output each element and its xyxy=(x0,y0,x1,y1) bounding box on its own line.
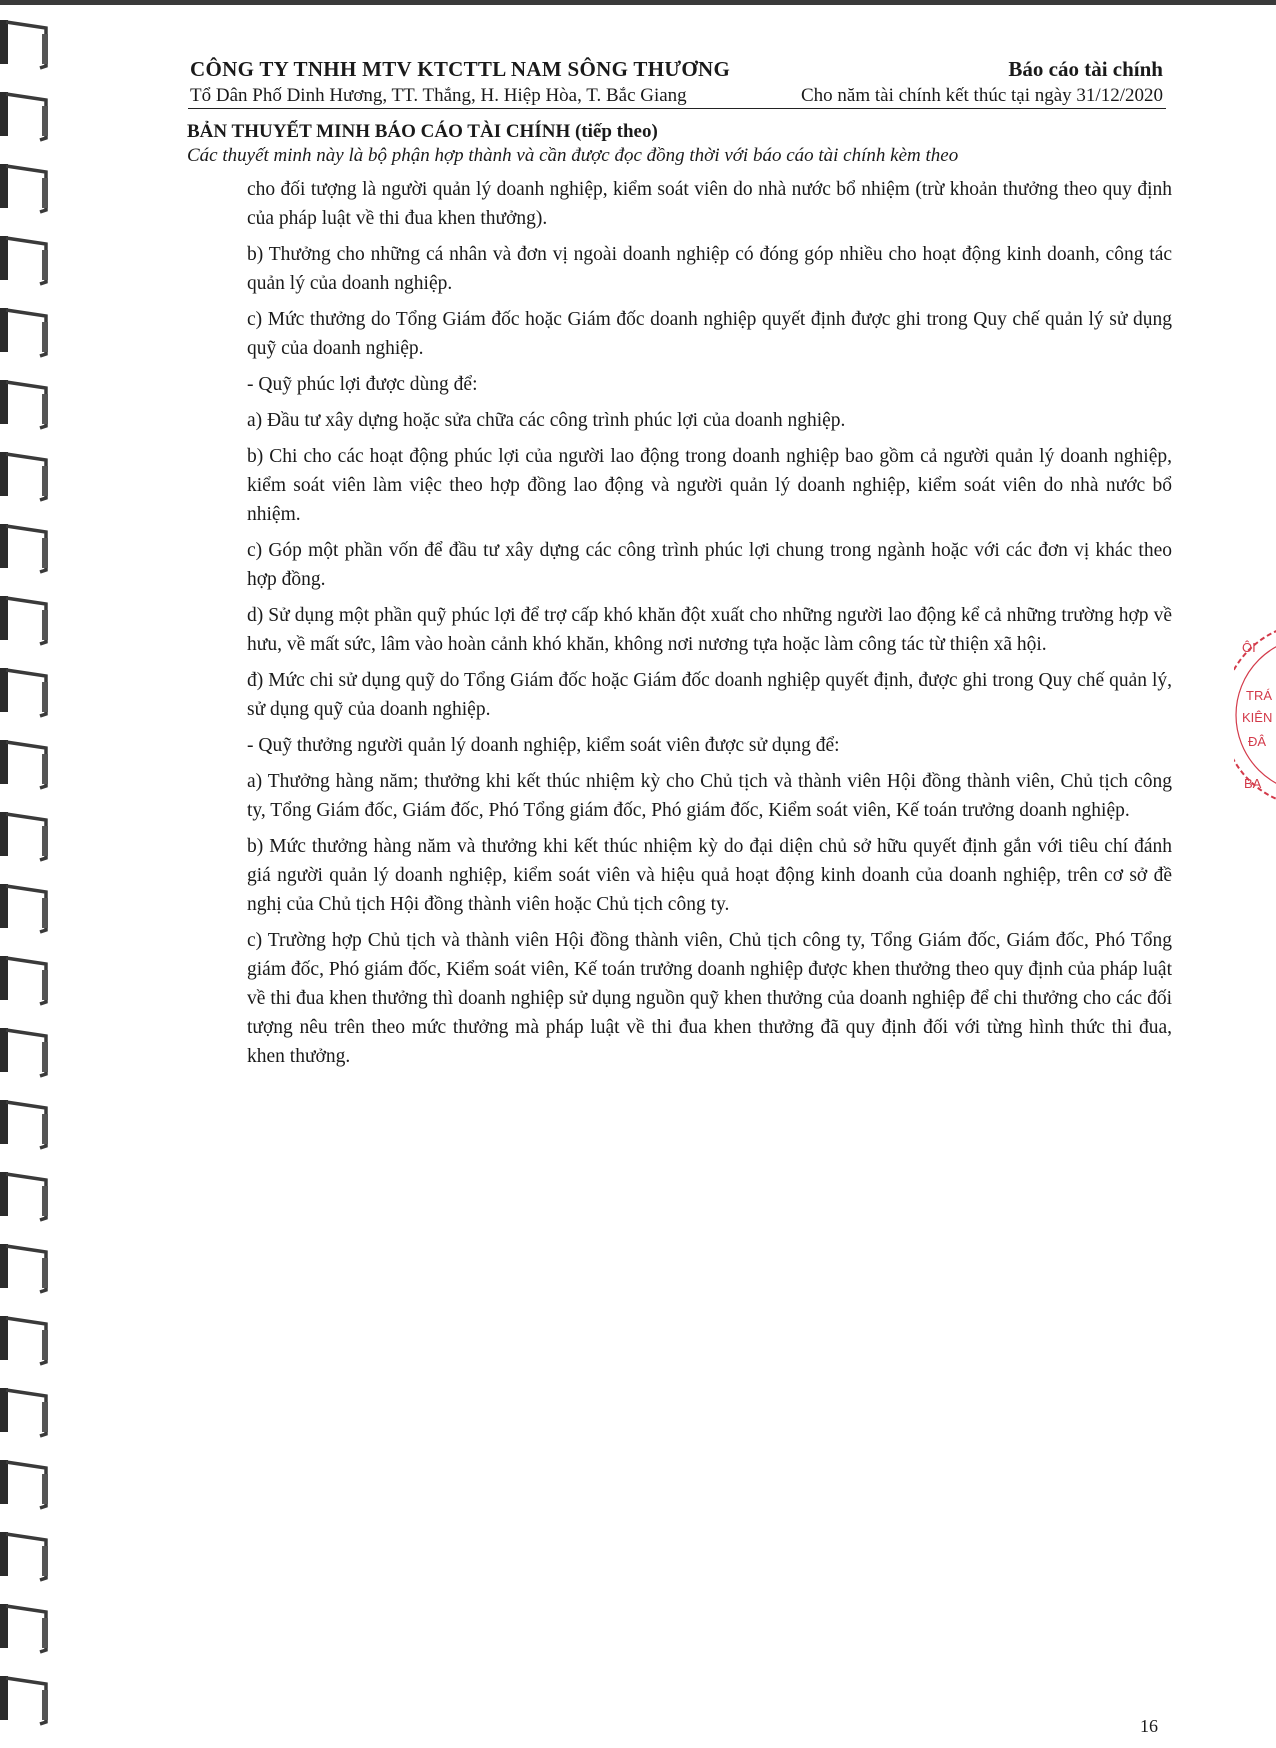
binding-ring xyxy=(0,740,48,788)
binding-ring xyxy=(0,524,48,572)
paragraph: d) Sử dụng một phần quỹ phúc lợi để trợ cấp khó khăn đột xuất cho những người lao động kể cả những trường hợp về hưu, về mất sức, lâm vào hoàn cảnh khó khăn, không nơi nương tựa hoặc làm công tác từ thiện xã hội. xyxy=(247,605,1172,655)
binding-ring xyxy=(0,1676,48,1724)
paragraph: - Quỹ thưởng người quản lý doanh nghiệp, kiểm soát viên được sử dụng để: xyxy=(247,735,840,756)
binding-ring xyxy=(0,1244,48,1292)
report-header xyxy=(801,56,1163,108)
stamp-text-fragment: BA xyxy=(1244,776,1262,791)
binding-ring xyxy=(0,596,48,644)
binding-ring xyxy=(0,92,48,140)
section-title-note: (tiếp theo) xyxy=(574,121,658,142)
stamp-text-fragment: TRÁ xyxy=(1246,688,1272,703)
binding-ring xyxy=(0,1460,48,1508)
binding-ring xyxy=(0,164,48,212)
binding-ring xyxy=(0,236,48,284)
section-title xyxy=(187,120,658,144)
paragraph: b) Thưởng cho những cá nhân và đơn vị ngoài doanh nghiệp có đóng góp nhiều cho hoạt động kinh doanh, công tác quản lý của doanh nghiệp. xyxy=(247,244,1172,294)
binding-ring xyxy=(0,1532,48,1580)
binding-ring xyxy=(0,1172,48,1220)
header-divider xyxy=(188,108,1166,109)
binding-ring xyxy=(0,380,48,428)
binding-ring xyxy=(0,452,48,500)
stamp-text-fragment: ĐÂ xyxy=(1248,734,1267,749)
report-period: Cho năm tài chính kết thúc tại ngày 31/12/2020 xyxy=(801,85,1163,106)
red-seal-stamp xyxy=(1234,610,1276,820)
company-name: CÔNG TY TNHH MTV KTCTTL NAM SÔNG THƯƠNG xyxy=(190,57,731,81)
document-body xyxy=(247,175,1172,1078)
section-title-text: BẢN THUYẾT MINH BÁO CÁO TÀI CHÍNH xyxy=(187,121,571,142)
binding-ring xyxy=(0,308,48,356)
binding-ring xyxy=(0,1388,48,1436)
company-address: Tổ Dân Phố Dinh Hương, TT. Thắng, H. Hiệp Hòa, T. Bắc Giang xyxy=(190,85,687,106)
binding-ring xyxy=(0,20,48,68)
binding-ring xyxy=(0,956,48,1004)
stamp-text-fragment: ÔI xyxy=(1242,640,1256,655)
paragraph: c) Trường hợp Chủ tịch và thành viên Hội đồng thành viên, Chủ tịch công ty, Tổng Giám đốc, Giám đốc, Phó Tổng giám đốc, Phó giám đốc, Kiểm soát viên, Kế toán trưởng doanh nghiệp được khen thưởng theo quy định của pháp luật về thi đua khen thưởng thì doanh nghiệp sử dụng nguồn quỹ khen thưởng của doanh nghiệp để chi thưởng cho các đối tượng nêu trên theo mức thưởng mà pháp luật về thi đua khen thưởng đã quy định đối với từng hình thức thi đua, khen thưởng. xyxy=(247,930,1172,1067)
binding-ring xyxy=(0,1100,48,1148)
paragraph: a) Đầu tư xây dựng hoặc sửa chữa các công trình phúc lợi của doanh nghiệp. xyxy=(247,410,846,431)
paragraph: c) Mức thưởng do Tổng Giám đốc hoặc Giám đốc doanh nghiệp quyết định được ghi trong Quy chế quản lý sử dụng quỹ của doanh nghiệp. xyxy=(247,309,1172,359)
paragraph: c) Góp một phần vốn để đầu tư xây dựng các công trình phúc lợi chung trong ngành hoặc với các đơn vị khác theo hợp đồng. xyxy=(247,540,1172,590)
page-number: 16 xyxy=(1140,1716,1158,1736)
company-header xyxy=(190,56,730,108)
spiral-binding xyxy=(0,0,70,1748)
binding-ring xyxy=(0,1604,48,1652)
report-title: Báo cáo tài chính xyxy=(1008,57,1163,81)
paragraph: b) Chi cho các hoạt động phúc lợi của người lao động trong doanh nghiệp bao gồm cả người quản lý doanh nghiệp, kiểm soát viên làm việc theo hợp đồng lao động và người quản lý doanh nghiệp, kiểm soát viên do nhà nước bổ nhiệm. xyxy=(247,446,1172,525)
paragraph: - Quỹ phúc lợi được dùng để: xyxy=(247,374,478,395)
binding-ring xyxy=(0,884,48,932)
paragraph: b) Mức thưởng hàng năm và thưởng khi kết thúc nhiệm kỳ do đại diện chủ sở hữu quyết định gắn với tiêu chí đánh giá người quản lý doanh nghiệp, kiểm soát viên và hiệu quả hoạt động kinh doanh của doanh nghiệp, trên cơ sở đề nghị của Chủ tịch Hội đồng thành viên hoặc Chủ tịch công ty. xyxy=(247,836,1172,915)
binding-ring xyxy=(0,1028,48,1076)
paragraph: cho đối tượng là người quản lý doanh nghiệp, kiểm soát viên do nhà nước bổ nhiệm (trừ khoản thưởng theo quy định của pháp luật về thi đua khen thưởng). xyxy=(247,179,1172,229)
binding-ring xyxy=(0,812,48,860)
paragraph: a) Thưởng hàng năm; thưởng khi kết thúc nhiệm kỳ cho Chủ tịch và thành viên Hội đồng thành viên, Chủ tịch công ty, Tổng Giám đốc, Giám đốc, Phó Tổng giám đốc, Phó giám đốc, Kiểm soát viên, Kế toán trưởng doanh nghiệp. xyxy=(247,771,1172,821)
section-subtitle: Các thuyết minh này là bộ phận hợp thành và cần được đọc đồng thời với báo cáo tài chính kèm theo xyxy=(187,145,959,166)
binding-ring xyxy=(0,1316,48,1364)
paragraph: đ) Mức chi sử dụng quỹ do Tổng Giám đốc hoặc Giám đốc doanh nghiệp quyết định, được ghi trong Quy chế quản lý, sử dụng quỹ của doanh nghiệp. xyxy=(247,670,1172,720)
stamp-text-fragment: KIÊN xyxy=(1242,710,1273,725)
binding-ring xyxy=(0,668,48,716)
scan-top-edge xyxy=(0,0,1276,5)
